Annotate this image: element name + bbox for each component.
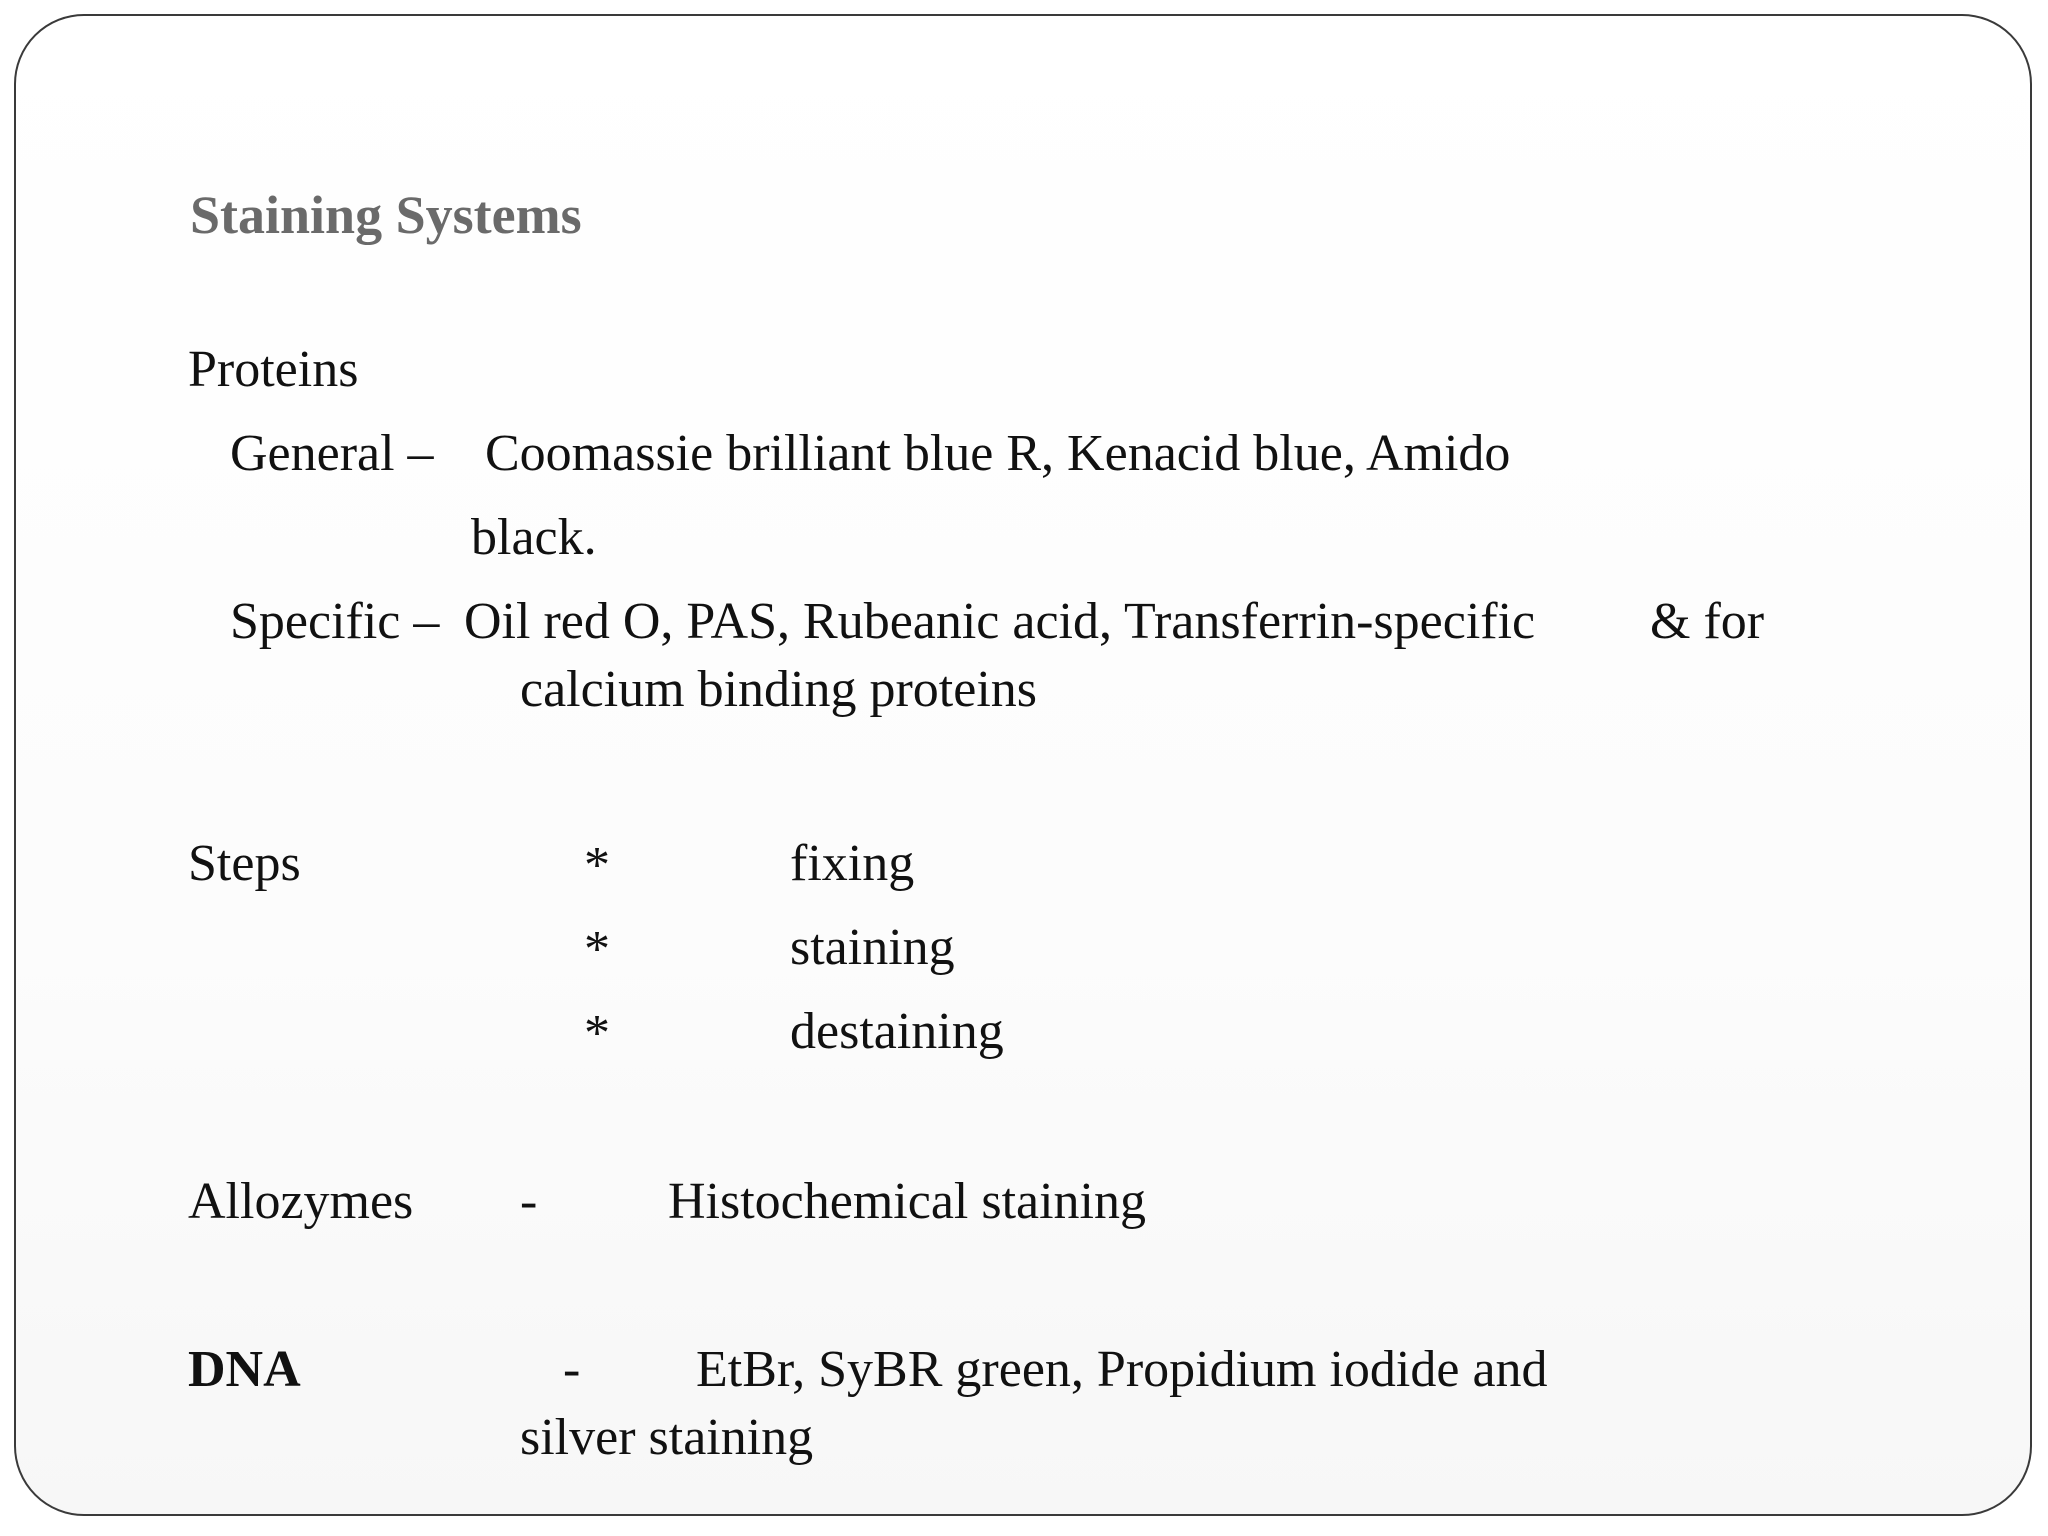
steps-heading: Steps: [188, 835, 301, 892]
dna-heading: DNA: [188, 1341, 301, 1398]
dna-dash: -: [563, 1341, 581, 1398]
dna-text-line2: silver staining: [520, 1409, 814, 1466]
specific-stains-line2: calcium binding proteins: [520, 661, 1038, 718]
general-stains-line2: black.: [471, 509, 597, 566]
general-label: General –: [230, 425, 434, 482]
specific-stains-tail: & for: [1650, 593, 1765, 650]
allozymes-dash: -: [520, 1173, 538, 1230]
specific-stains-line1: Oil red O, PAS, Rubeanic acid, Transferrin-specific: [464, 593, 1536, 650]
step-item: fixing: [790, 835, 915, 892]
allozymes-heading: Allozymes: [188, 1173, 414, 1230]
step-bullet: *: [584, 1005, 610, 1062]
step-item: staining: [790, 919, 955, 976]
step-item: destaining: [790, 1003, 1004, 1060]
allozymes-text: Histochemical staining: [668, 1173, 1147, 1230]
general-stains-line1: Coomassie brilliant blue R, Kenacid blue, Amido: [485, 425, 1511, 482]
step-bullet: *: [584, 837, 610, 894]
step-bullet: *: [584, 921, 610, 978]
slide-title: Staining Systems: [190, 185, 582, 245]
proteins-heading: Proteins: [188, 341, 359, 398]
dna-text-line1: EtBr, SyBR green, Propidium iodide and: [696, 1341, 1548, 1398]
specific-label: Specific –: [230, 593, 440, 650]
